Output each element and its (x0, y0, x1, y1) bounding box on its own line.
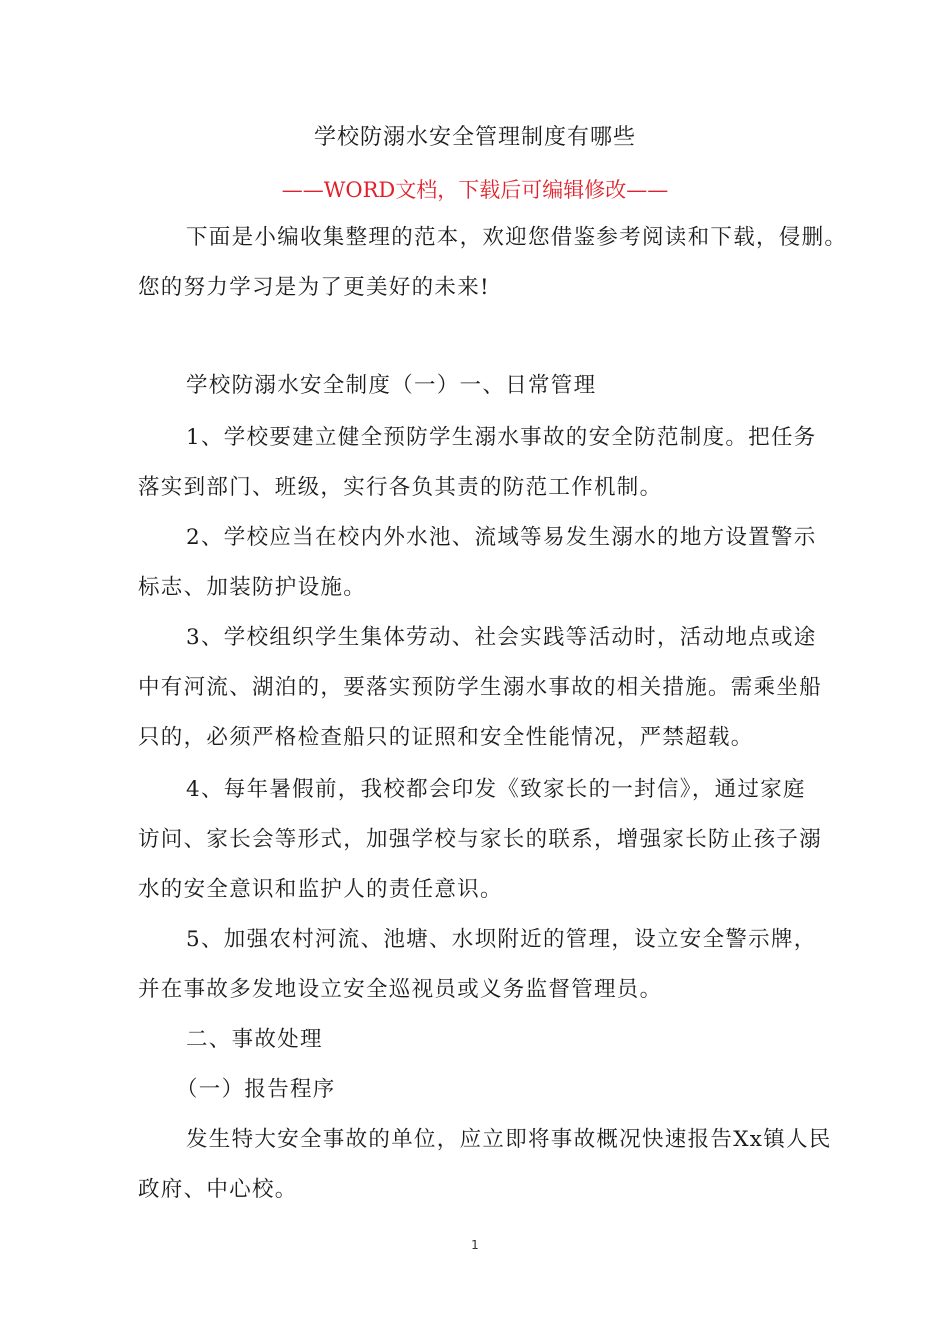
body-line: 水的安全意识和监护人的责任意识。 (138, 877, 503, 902)
body-line: 政府、中心校。 (138, 1177, 298, 1202)
body-line: 只的，必须严格检查船只的证照和安全性能情况，严禁超载。 (138, 725, 754, 750)
page-number: 1 (471, 1238, 479, 1252)
body-line: 发生特大安全事故的单位，应立即将事故概况快速报告Xx镇人民 (186, 1127, 832, 1152)
section-heading: 学校防溺水安全制度（一）一、日常管理 (186, 373, 597, 398)
subsection-heading: （一）报告程序 (176, 1077, 336, 1102)
document-title: 学校防溺水安全管理制度有哪些 (313, 125, 636, 150)
body-line: 1、学校要建立健全预防学生溺水事故的安全防范制度。把任务 (186, 425, 817, 450)
document-subtitle: ——WORD文档，下载后可编辑修改—— (281, 178, 669, 202)
body-line: 4、每年暑假前，我校都会印发《致家长的一封信》，通过家庭 (186, 777, 806, 802)
body-line: 2、学校应当在校内外水池、流域等易发生溺水的地方设置警示 (186, 525, 817, 550)
body-line: 中有河流、湖泊的，要落实预防学生溺水事故的相关措施。需乘坐船 (138, 675, 823, 700)
body-line: 标志、加装防护设施。 (138, 575, 367, 600)
body-line: 5、加强农村河流、池塘、水坝附近的管理，设立安全警示牌， (186, 927, 817, 952)
intro-line: 您的努力学习是为了更美好的未来! (138, 275, 490, 300)
intro-line: 下面是小编收集整理的范本，欢迎您借鉴参考阅读和下载，侵删。 (186, 225, 848, 250)
body-line: 并在事故多发地设立安全巡视员或义务监督管理员。 (138, 977, 663, 1002)
body-line: 落实到部门、班级，实行各负其责的防范工作机制。 (138, 475, 663, 500)
body-line: 访问、家长会等形式，加强学校与家长的联系，增强家长防止孩子溺 (138, 827, 823, 852)
section-heading: 二、事故处理 (186, 1027, 323, 1052)
body-line: 3、学校组织学生集体劳动、社会实践等活动时，活动地点或途 (186, 625, 817, 650)
